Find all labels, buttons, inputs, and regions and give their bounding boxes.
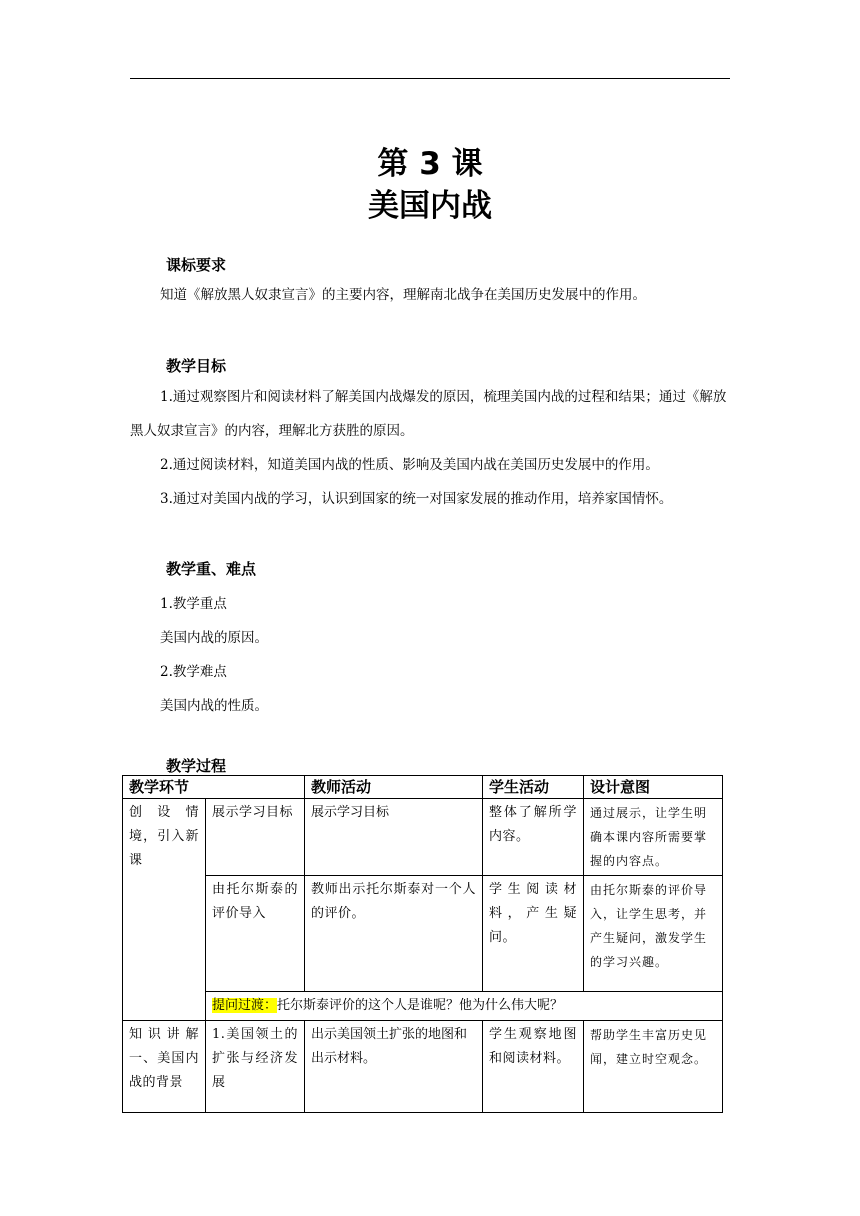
step-cell: 由托尔斯泰的评价导入 <box>206 876 305 992</box>
section-heading-process: 教学过程 <box>166 757 227 775</box>
table-row <box>123 799 723 876</box>
header-student: 学生活动 <box>483 776 584 799</box>
teacher-cell: 展示学习目标 <box>305 799 483 876</box>
lesson-title: 美国内战 <box>368 188 492 224</box>
focus-key-text: 美国内战的原因。 <box>160 630 268 646</box>
transition-cell <box>206 992 723 1021</box>
student-cell: 学生观察地图和阅读材料。 <box>483 1021 584 1113</box>
focus-key-label: 1.教学重点 <box>160 596 227 612</box>
header-stage: 教学环节 <box>123 776 305 799</box>
table-header-row <box>123 776 723 799</box>
step-cell: 1.美国领土的扩张与经济发展 <box>206 1021 305 1113</box>
objective-item-3: 3.通过对美国内战的学习，认识到国家的统一对国家发展的推动作用，培养家国情怀。 <box>160 491 673 507</box>
step-cell: 展示学习目标 <box>206 799 305 876</box>
focus-difficult-label: 2.教学难点 <box>160 664 227 680</box>
stage-name: 知识讲解一、美国内战的背景 <box>123 1021 206 1113</box>
focus-difficult-text: 美国内战的性质。 <box>160 698 268 714</box>
design-cell: 由托尔斯泰的评价导入，让学生思考，并产生疑问，激发学生的学习兴趣。 <box>584 876 723 992</box>
objective-item-2: 2.通过阅读材料，知道美国内战的性质、影响及美国内战在美国历史发展中的作用。 <box>160 457 659 473</box>
section-heading-standard: 课标要求 <box>166 256 227 274</box>
lesson-number: 第 3 课 <box>377 146 483 182</box>
student-cell: 学生阅读材料，产生疑问。 <box>483 876 584 992</box>
table-row <box>123 876 723 992</box>
header-teacher: 教师活动 <box>305 776 483 799</box>
table-row <box>123 1021 723 1113</box>
teacher-cell: 出示美国领土扩张的地图和出示材料。 <box>305 1021 483 1113</box>
transition-row <box>123 992 723 1021</box>
header-design: 设计意图 <box>584 776 723 799</box>
design-cell: 帮助学生丰富历史见闻，建立时空观念。 <box>584 1021 723 1113</box>
section-heading-objectives: 教学目标 <box>166 357 227 375</box>
transition-text: 托尔斯泰评价的这个人是谁呢？他为什么伟大呢？ <box>277 998 564 1013</box>
transition-label: 提问过渡： <box>212 998 278 1013</box>
teacher-cell: 教师出示托尔斯泰对一个人的评价。 <box>305 876 483 992</box>
teaching-process-table <box>122 775 723 1113</box>
header-rule <box>130 78 730 79</box>
stage-name: 创 设 情境，引入新课 <box>123 799 206 1021</box>
standard-text: 知道《解放黑人奴隶宣言》的主要内容，理解南北战争在美国历史发展中的作用。 <box>160 287 646 303</box>
student-cell: 整体了解所学内容。 <box>483 799 584 876</box>
section-heading-focus: 教学重、难点 <box>166 560 257 578</box>
objective-item-1: 1.通过观察图片和阅读材料了解美国内战爆发的原因，梳理美国内战的过程和结果；通过《解放黑人奴隶宣言》的内容，理解北方获胜的原因。 <box>130 389 727 439</box>
design-cell: 通过展示，让学生明确本课内容所需要掌握的内容点。 <box>584 799 723 876</box>
